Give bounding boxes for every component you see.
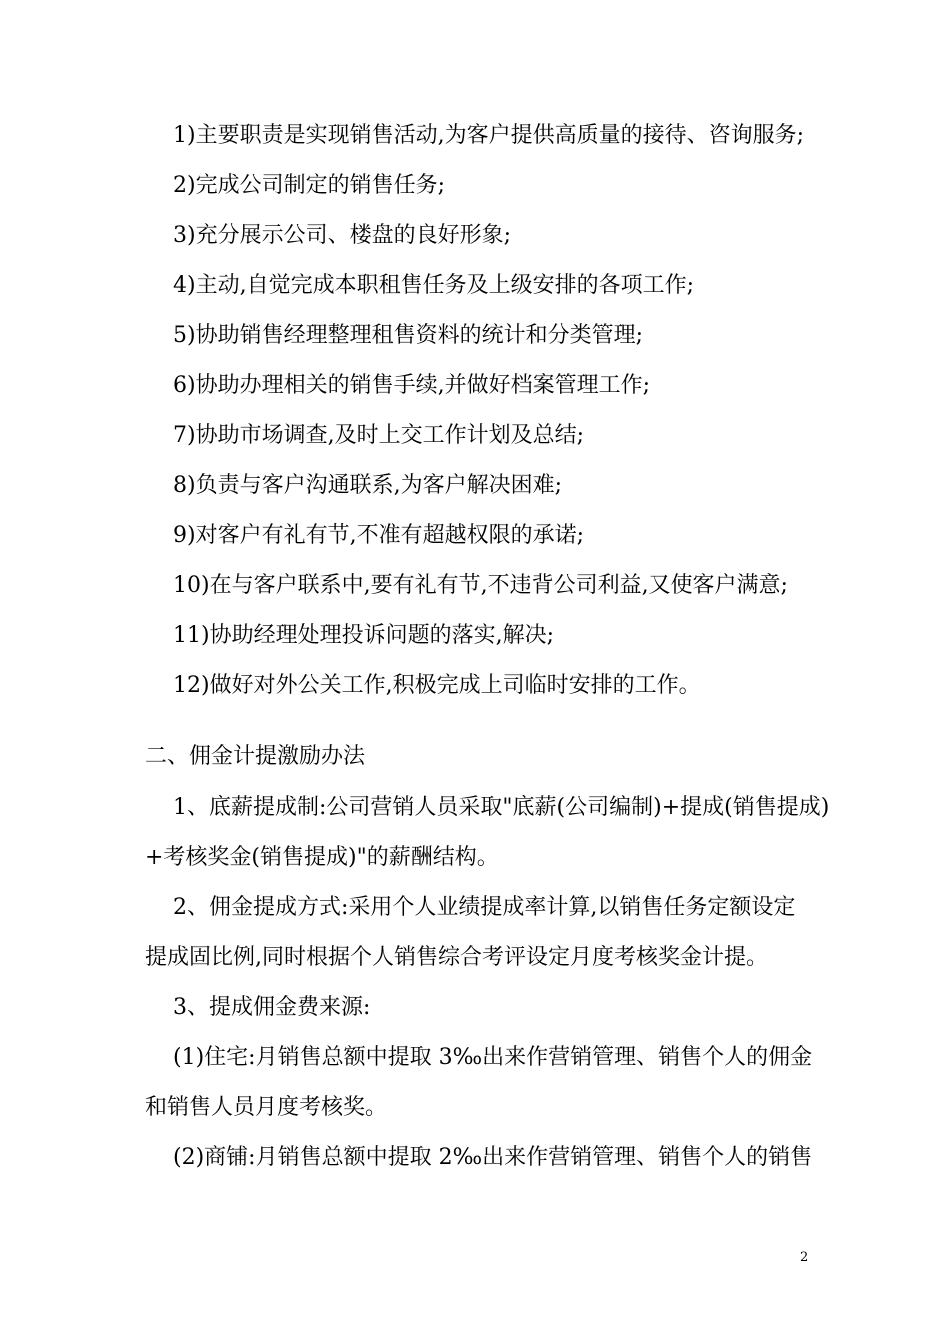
page-number: 2 — [800, 1250, 809, 1265]
commission-sub-1-line-1: (1)住宅:月销售总额中提取 3‰出来作营销管理、销售个人的佣金 — [173, 1045, 813, 1070]
duty-item-9: 9)对客户有礼有节,不准有超越权限的承诺; — [173, 523, 584, 548]
duty-item-7: 7)协助市场调查,及时上交工作计划及总结; — [173, 423, 584, 448]
commission-item-1-line-2: +考核奖金(销售提成)"的薪酬结构。 — [145, 845, 499, 870]
duty-item-6: 6)协助办理相关的销售手续,并做好档案管理工作; — [173, 373, 650, 398]
duty-item-4: 4)主动,自觉完成本职租售任务及上级安排的各项工作; — [173, 273, 694, 298]
commission-sub-1-line-2: 和销售人员月度考核奖。 — [145, 1095, 388, 1120]
duty-item-3: 3)充分展示公司、楼盘的良好形象; — [173, 223, 511, 248]
section-heading: 二、佣金计提激励办法 — [145, 744, 366, 769]
duty-item-8: 8)负责与客户沟通联系,为客户解决困难; — [173, 473, 562, 498]
commission-item-1-line-1: 1、底薪提成制:公司营销人员采取"底薪(公司编制)+提成(销售提成) — [173, 795, 830, 820]
commission-item-3: 3、提成佣金费来源: — [173, 995, 371, 1020]
duty-item-1: 1)主要职责是实现销售活动,为客户提供高质量的接待、咨询服务; — [173, 123, 804, 148]
duty-item-11: 11)协助经理处理投诉问题的落实,解决; — [173, 623, 554, 648]
duty-item-10: 10)在与客户联系中,要有礼有节,不违背公司利益,又使客户满意; — [173, 573, 788, 598]
commission-sub-2-line-1: (2)商铺:月销售总额中提取 2‰出来作营销管理、销售个人的销售 — [173, 1145, 813, 1170]
duty-item-12: 12)做好对外公关工作,积极完成上司临时安排的工作。 — [173, 673, 701, 698]
duty-item-2: 2)完成公司制定的销售任务; — [173, 173, 445, 198]
commission-item-2-line-2: 提成固比例,同时根据个人销售综合考评设定月度考核奖金计提。 — [145, 945, 768, 970]
commission-item-2-line-1: 2、佣金提成方式:采用个人业绩提成率计算,以销售任务定额设定 — [173, 895, 796, 920]
duty-item-5: 5)协助销售经理整理租售资料的统计和分类管理; — [173, 323, 643, 348]
